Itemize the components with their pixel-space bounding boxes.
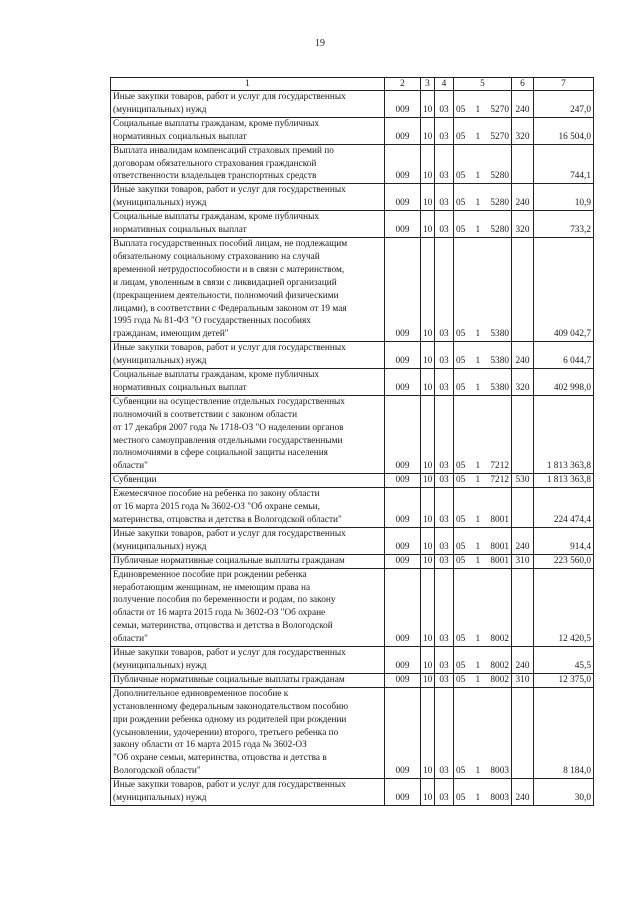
target-article-cell <box>454 474 512 488</box>
target-article-part: 05 <box>456 793 466 804</box>
section-code-cell: 10 <box>421 237 435 341</box>
header-col-5: 5 <box>454 78 512 91</box>
target-article-cell <box>454 779 512 806</box>
target-article-cell <box>454 527 512 554</box>
target-article-cell <box>454 117 512 144</box>
amount-cell: 1 813 363,8 <box>534 474 594 488</box>
amount-cell: 10,9 <box>534 184 594 211</box>
target-article-part: 1 <box>475 461 481 472</box>
section-code-cell: 10 <box>421 211 435 238</box>
subsection-code-cell: 03 <box>435 488 454 528</box>
expense-type-cell <box>512 395 534 473</box>
target-article-part: 5280 <box>490 225 509 236</box>
section-code-cell: 10 <box>421 117 435 144</box>
target-article-part: 1 <box>475 198 481 209</box>
expense-type-cell: 240 <box>512 184 534 211</box>
subsection-code-cell: 03 <box>435 554 454 568</box>
target-article-part: 8002 <box>490 674 509 685</box>
section-code-cell: 10 <box>421 527 435 554</box>
target-article-part: 1 <box>475 104 481 115</box>
expense-type-cell: 240 <box>512 91 534 118</box>
subsection-code-cell: 03 <box>435 527 454 554</box>
section-code-cell: 10 <box>421 568 435 646</box>
target-article-part: 5380 <box>490 382 509 393</box>
target-article-part: 8001 <box>490 555 509 566</box>
target-article-part: 05 <box>456 555 466 566</box>
target-article-part: 5270 <box>490 104 509 115</box>
table-row <box>111 211 594 238</box>
target-article-part: 1 <box>475 660 481 671</box>
amount-cell: 12 375,0 <box>534 673 594 687</box>
target-article-part: 5280 <box>490 171 509 182</box>
row-name-cell: Выплата государственных пособий лицам, не подлежащим обязательному социальному страхованию на случай временной нетрудоспособности и в связи с материнством, и лицам, уволенным в связи с ликвидацией организаций (прекращением деятельности, полномочий физическими лицами), в соответствии с Федеральным законом от 19 мая 1995 года № 81-ФЗ "О государственных пособиях гражданам, имеющим детей" <box>111 237 385 341</box>
row-name-cell: Иные закупки товаров, работ и услуг для государственных (муниципальных) нужд <box>111 342 385 369</box>
subsection-code-cell: 03 <box>435 211 454 238</box>
row-name-cell: Социальные выплаты гражданам, кроме публичных нормативных социальных выплат <box>111 211 385 238</box>
subsection-code-cell: 03 <box>435 342 454 369</box>
table-row <box>111 647 594 674</box>
target-article-part: 05 <box>456 329 466 340</box>
target-article-part: 1 <box>475 329 481 340</box>
expense-type-cell <box>512 568 534 646</box>
target-article-part: 7212 <box>490 461 509 472</box>
ministry-code-cell: 009 <box>385 673 421 687</box>
table-row <box>111 568 594 646</box>
header-row <box>111 78 594 91</box>
ministry-code-cell: 009 <box>385 554 421 568</box>
ministry-code-cell: 009 <box>385 91 421 118</box>
target-article-part: 5270 <box>490 131 509 142</box>
row-name-cell: Иные закупки товаров, работ и услуг для государственных (муниципальных) нужд <box>111 527 385 554</box>
target-article-part: 05 <box>456 674 466 685</box>
ministry-code-cell: 009 <box>385 395 421 473</box>
target-article-cell <box>454 395 512 473</box>
target-article-cell <box>454 144 512 184</box>
subsection-code-cell: 03 <box>435 474 454 488</box>
target-article-cell <box>454 237 512 341</box>
target-article-part: 05 <box>456 198 466 209</box>
row-name-cell: Субвенции на осуществление отдельных государственных полномочий в соответствии с законом области от 17 декабря 2007 года № 1718-ОЗ "О наделении органов местного самоуправления отдельными государственными полномочиями в сфере социальной защиты населения области" <box>111 395 385 473</box>
ministry-code-cell: 009 <box>385 144 421 184</box>
section-code-cell: 10 <box>421 144 435 184</box>
target-article-part: 05 <box>456 515 466 525</box>
target-article-part: 1 <box>475 475 481 486</box>
amount-cell: 16 504,0 <box>534 117 594 144</box>
table-row <box>111 91 594 118</box>
target-article-part: 05 <box>456 461 466 472</box>
target-article-part: 05 <box>456 475 466 486</box>
section-code-cell: 10 <box>421 342 435 369</box>
target-article-part: 05 <box>456 660 466 671</box>
subsection-code-cell: 03 <box>435 673 454 687</box>
target-article-part: 8003 <box>490 766 509 777</box>
target-article-part: 05 <box>456 356 466 367</box>
table-row <box>111 237 594 341</box>
target-article-part: 5380 <box>490 329 509 340</box>
target-article-part: 1 <box>475 131 481 142</box>
table-row <box>111 117 594 144</box>
target-article-part: 1 <box>475 793 481 804</box>
target-article-part: 8002 <box>490 634 509 645</box>
row-name-cell: Иные закупки товаров, работ и услуг для государственных (муниципальных) нужд <box>111 647 385 674</box>
section-code-cell: 10 <box>421 554 435 568</box>
subsection-code-cell: 03 <box>435 779 454 806</box>
amount-cell: 409 042,7 <box>534 237 594 341</box>
target-article-part: 05 <box>456 766 466 777</box>
target-article-cell <box>454 647 512 674</box>
header-col-6: 6 <box>512 78 534 91</box>
expense-type-cell <box>512 144 534 184</box>
table-row <box>111 144 594 184</box>
target-article-part: 8002 <box>490 660 509 671</box>
subsection-code-cell: 03 <box>435 184 454 211</box>
table-row <box>111 184 594 211</box>
amount-cell: 8 184,0 <box>534 687 594 778</box>
target-article-cell <box>454 184 512 211</box>
expense-type-cell <box>512 488 534 528</box>
ministry-code-cell: 009 <box>385 527 421 554</box>
header-col-7: 7 <box>534 78 594 91</box>
table-row <box>111 673 594 687</box>
target-article-part: 05 <box>456 541 466 552</box>
section-code-cell: 10 <box>421 184 435 211</box>
row-name-cell: Дополнительное единовременное пособие к установленному федеральным законодательством пособию при рождении ребенка одному из родителей при рождении (усыновлении, удочерении) второго, третьего ребенка по закону области от 16 марта 2015 года № 3602-ОЗ "Об охране семьи, материнства, отцовства и детства в Вологодской области" <box>111 687 385 778</box>
expense-type-cell <box>512 687 534 778</box>
target-article-part: 8001 <box>490 515 509 525</box>
ministry-code-cell: 009 <box>385 474 421 488</box>
amount-cell: 744,1 <box>534 144 594 184</box>
amount-cell: 223 560,0 <box>534 554 594 568</box>
budget-table <box>110 77 594 806</box>
table-row <box>111 527 594 554</box>
table-row <box>111 488 594 528</box>
target-article-part: 1 <box>475 515 481 525</box>
section-code-cell: 10 <box>421 779 435 806</box>
ministry-code-cell: 009 <box>385 117 421 144</box>
target-article-part: 1 <box>475 766 481 777</box>
subsection-code-cell: 03 <box>435 369 454 396</box>
amount-cell: 6 044,7 <box>534 342 594 369</box>
subsection-code-cell: 03 <box>435 117 454 144</box>
expense-type-cell: 320 <box>512 117 534 144</box>
ministry-code-cell: 009 <box>385 568 421 646</box>
target-article-part: 05 <box>456 634 466 645</box>
table-row <box>111 474 594 488</box>
row-name-cell: Социальные выплаты гражданам, кроме публичных нормативных социальных выплат <box>111 369 385 396</box>
ministry-code-cell: 009 <box>385 211 421 238</box>
page-number: 19 <box>315 38 325 49</box>
subsection-code-cell: 03 <box>435 237 454 341</box>
section-code-cell: 10 <box>421 474 435 488</box>
target-article-cell <box>454 211 512 238</box>
target-article-part: 05 <box>456 104 466 115</box>
ministry-code-cell: 009 <box>385 369 421 396</box>
header-col-4: 4 <box>435 78 454 91</box>
table-row <box>111 687 594 778</box>
amount-cell: 45,5 <box>534 647 594 674</box>
ministry-code-cell: 009 <box>385 687 421 778</box>
target-article-part: 05 <box>456 131 466 142</box>
ministry-code-cell: 009 <box>385 647 421 674</box>
row-name-cell: Субвенции <box>111 474 385 488</box>
expense-type-cell: 240 <box>512 527 534 554</box>
target-article-part: 1 <box>475 555 481 566</box>
section-code-cell: 10 <box>421 91 435 118</box>
amount-cell: 12 420,5 <box>534 568 594 646</box>
ministry-code-cell: 009 <box>385 237 421 341</box>
section-code-cell: 10 <box>421 395 435 473</box>
table-row <box>111 369 594 396</box>
target-article-part: 1 <box>475 634 481 645</box>
target-article-cell <box>454 369 512 396</box>
target-article-cell <box>454 673 512 687</box>
expense-type-cell: 320 <box>512 211 534 238</box>
ministry-code-cell: 009 <box>385 488 421 528</box>
row-name-cell: Ежемесячное пособие на ребенка по закону области от 16 марта 2015 года № 3602-ОЗ "Об охране семьи, материнства, отцовства и детства в Вологодской области" <box>111 488 385 528</box>
subsection-code-cell: 03 <box>435 395 454 473</box>
target-article-cell <box>454 91 512 118</box>
amount-cell: 224 474,4 <box>534 488 594 528</box>
row-name-cell: Социальные выплаты гражданам, кроме публичных нормативных социальных выплат <box>111 117 385 144</box>
row-name-cell: Публичные нормативные социальные выплаты гражданам <box>111 673 385 687</box>
target-article-part: 1 <box>475 541 481 552</box>
subsection-code-cell: 03 <box>435 647 454 674</box>
amount-cell: 1 813 363,8 <box>534 395 594 473</box>
target-article-part: 1 <box>475 382 481 393</box>
target-article-part: 7212 <box>490 475 509 486</box>
row-name-cell: Выплата инвалидам компенсаций страховых премий по договорам обязательного страхования гражданской ответственности владельцев транспортных средств <box>111 144 385 184</box>
target-article-cell <box>454 488 512 528</box>
row-name-cell: Публичные нормативные социальные выплаты гражданам <box>111 554 385 568</box>
section-code-cell: 10 <box>421 369 435 396</box>
target-article-part: 1 <box>475 225 481 236</box>
expense-type-cell: 530 <box>512 474 534 488</box>
target-article-cell <box>454 342 512 369</box>
amount-cell: 914,4 <box>534 527 594 554</box>
amount-cell: 247,0 <box>534 91 594 118</box>
target-article-part: 8003 <box>490 793 509 804</box>
table-row <box>111 342 594 369</box>
section-code-cell: 10 <box>421 673 435 687</box>
ministry-code-cell: 009 <box>385 184 421 211</box>
table-row <box>111 779 594 806</box>
target-article-part: 05 <box>456 382 466 393</box>
row-name-cell: Единовременное пособие при рождении ребенка неработающим женщинам, не имеющим права на получение пособия по беременности и родам, по закону области от 16 марта 2015 года № 3602-ОЗ "Об охране семьи, материнства, отцовства и детства в Вологодской области" <box>111 568 385 646</box>
expense-type-cell: 320 <box>512 369 534 396</box>
subsection-code-cell: 03 <box>435 687 454 778</box>
row-name-cell: Иные закупки товаров, работ и услуг для государственных (муниципальных) нужд <box>111 91 385 118</box>
subsection-code-cell: 03 <box>435 568 454 646</box>
section-code-cell: 10 <box>421 647 435 674</box>
header-col-2: 2 <box>385 78 421 91</box>
section-code-cell: 10 <box>421 488 435 528</box>
expense-type-cell: 240 <box>512 779 534 806</box>
row-name-cell: Иные закупки товаров, работ и услуг для государственных (муниципальных) нужд <box>111 779 385 806</box>
target-article-part: 05 <box>456 225 466 236</box>
expense-type-cell: 240 <box>512 342 534 369</box>
header-col-3: 3 <box>421 78 435 91</box>
target-article-cell <box>454 568 512 646</box>
target-article-cell <box>454 687 512 778</box>
target-article-part: 5280 <box>490 198 509 209</box>
target-article-part: 1 <box>475 674 481 685</box>
amount-cell: 402 998,0 <box>534 369 594 396</box>
target-article-cell <box>454 554 512 568</box>
amount-cell: 30,0 <box>534 779 594 806</box>
ministry-code-cell: 009 <box>385 779 421 806</box>
expense-type-cell <box>512 237 534 341</box>
target-article-part: 1 <box>475 171 481 182</box>
expense-type-cell: 240 <box>512 647 534 674</box>
target-article-part: 1 <box>475 356 481 367</box>
table-row <box>111 554 594 568</box>
row-name-cell: Иные закупки товаров, работ и услуг для государственных (муниципальных) нужд <box>111 184 385 211</box>
table-row <box>111 395 594 473</box>
target-article-part: 8001 <box>490 541 509 552</box>
subsection-code-cell: 03 <box>435 91 454 118</box>
target-article-part: 5380 <box>490 356 509 367</box>
amount-cell: 733,2 <box>534 211 594 238</box>
expense-type-cell: 310 <box>512 673 534 687</box>
header-col-1: 1 <box>111 78 385 91</box>
subsection-code-cell: 03 <box>435 144 454 184</box>
target-article-part: 05 <box>456 171 466 182</box>
ministry-code-cell: 009 <box>385 342 421 369</box>
expense-type-cell: 310 <box>512 554 534 568</box>
section-code-cell: 10 <box>421 687 435 778</box>
